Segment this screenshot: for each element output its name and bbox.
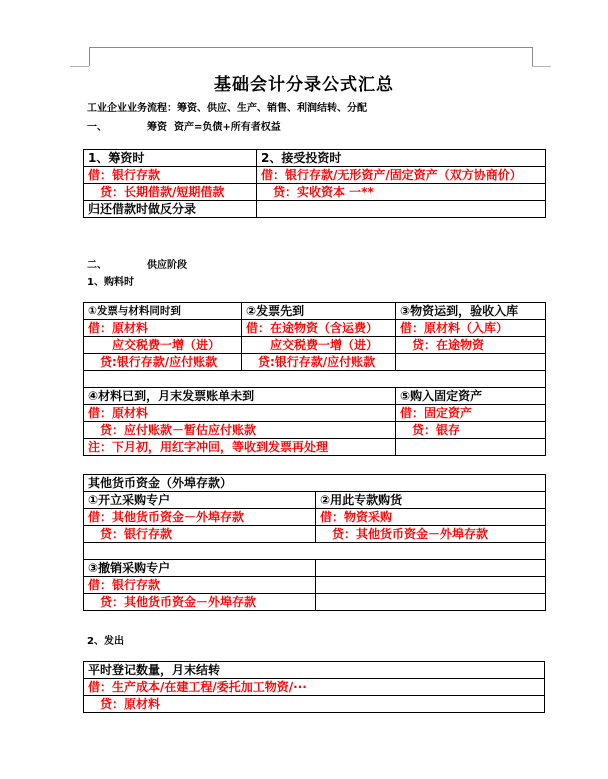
case-2-debit: 借：在途物资（含运费） bbox=[242, 320, 396, 337]
section-1-label: 筹资 资产=负债+所有者权益 bbox=[147, 122, 281, 133]
financing-table bbox=[83, 149, 546, 218]
subsection-issue: 2、发出 bbox=[87, 636, 124, 647]
financing-header: 1、筹资时 bbox=[84, 150, 257, 167]
case-4-note: 注：下月初，用红字冲回，等收到发票再处理 bbox=[84, 439, 396, 456]
close-account-debit: 借：银行存款 bbox=[84, 577, 316, 594]
section-2-num: 二、 bbox=[87, 260, 107, 271]
issue-debit: 借：生产成本/在建工程/委托加工物资/··· bbox=[84, 679, 545, 696]
case-1-debit: 借：原材料 bbox=[84, 320, 242, 337]
empty-cell bbox=[257, 201, 546, 218]
case-2-header: ②发票先到 bbox=[242, 303, 396, 320]
case-4-credit: 贷：应付账款－暂估应付账款 bbox=[84, 422, 396, 439]
use-funds-header: ②用此专款购货 bbox=[316, 492, 546, 509]
page-corner-mark-left-h bbox=[70, 66, 89, 67]
section-1-heading bbox=[87, 118, 281, 133]
empty-cell bbox=[396, 439, 546, 456]
section-1-num: 一、 bbox=[87, 122, 107, 133]
investment-credit: 贷：实收资本 一** bbox=[257, 184, 546, 201]
case-3-credit: 贷：在途物资 bbox=[396, 337, 546, 354]
case-4-header: ④材料已到，月末发票账单未到 bbox=[84, 388, 396, 405]
empty-cell bbox=[396, 354, 546, 371]
blank-row bbox=[84, 371, 546, 388]
case-5-credit: 贷：银存 bbox=[396, 422, 546, 439]
document-title: 基础会计分录公式汇总 bbox=[214, 75, 394, 95]
case-1-credit: 贷:银行存款/应付账款 bbox=[84, 354, 242, 371]
blank-row bbox=[84, 543, 546, 560]
issue-header: 平时登记数量，月末结转 bbox=[84, 662, 545, 679]
issue-credit: 贷：原材料 bbox=[84, 696, 545, 713]
empty-cell bbox=[316, 594, 546, 611]
case-1-tax: 应交税费一增（进） bbox=[84, 337, 242, 354]
investment-header: 2、接受投资时 bbox=[257, 150, 546, 167]
section-2-heading bbox=[87, 256, 187, 271]
case-3-debit: 借：原材料（入库） bbox=[396, 320, 546, 337]
case-4-debit: 借：原材料 bbox=[84, 405, 396, 422]
issue-table bbox=[83, 661, 545, 713]
case-2-tax: 应交税费一增（进） bbox=[242, 337, 396, 354]
page-corner-mark-right bbox=[532, 47, 533, 66]
empty-cell bbox=[316, 560, 546, 577]
financing-credit: 贷：长期借款/短期借款 bbox=[84, 184, 257, 201]
case-1-header: ①发票与材料同时到 bbox=[84, 303, 242, 320]
other-funds-header: 其他货币资金（外埠存款） bbox=[84, 475, 546, 492]
financing-debit: 借：银行存款 bbox=[84, 167, 257, 184]
section-2-label: 供应阶段 bbox=[147, 260, 187, 271]
open-account-debit: 借：其他货币资金－外埠存款 bbox=[84, 509, 316, 526]
financing-note: 归还借款时做反分录 bbox=[84, 201, 257, 218]
open-account-credit: 贷：银行存款 bbox=[84, 526, 316, 543]
page-corner-mark-left bbox=[89, 47, 90, 66]
use-funds-debit: 借：物资采购 bbox=[316, 509, 546, 526]
case-2-credit: 贷:银行存款/应付账款 bbox=[242, 354, 396, 371]
close-account-header: ③撤销采购专户 bbox=[84, 560, 316, 577]
open-account-header: ①开立采购专户 bbox=[84, 492, 316, 509]
intro-line: 工业企业业务流程：筹资、供应、生产、销售、利润结转、分配 bbox=[87, 103, 367, 114]
use-funds-credit: 贷：其他货币资金－外埠存款 bbox=[316, 526, 546, 543]
case-5-debit: 借：固定资产 bbox=[396, 405, 546, 422]
case-3-header: ③物资运到，验收入库 bbox=[396, 303, 546, 320]
investment-debit: 借：银行存款/无形资产/固定资产（双方协商价） bbox=[257, 167, 546, 184]
page-corner-mark-right-h bbox=[532, 66, 551, 67]
empty-cell bbox=[316, 577, 546, 594]
case-5-header: ⑤购入固定资产 bbox=[396, 388, 546, 405]
subsection-purchase: 1、购料时 bbox=[87, 277, 134, 288]
purchase-table bbox=[83, 302, 546, 456]
other-funds-table bbox=[83, 474, 546, 611]
page-top-border bbox=[89, 47, 532, 48]
close-account-credit: 贷：其他货币资金－外埠存款 bbox=[84, 594, 316, 611]
